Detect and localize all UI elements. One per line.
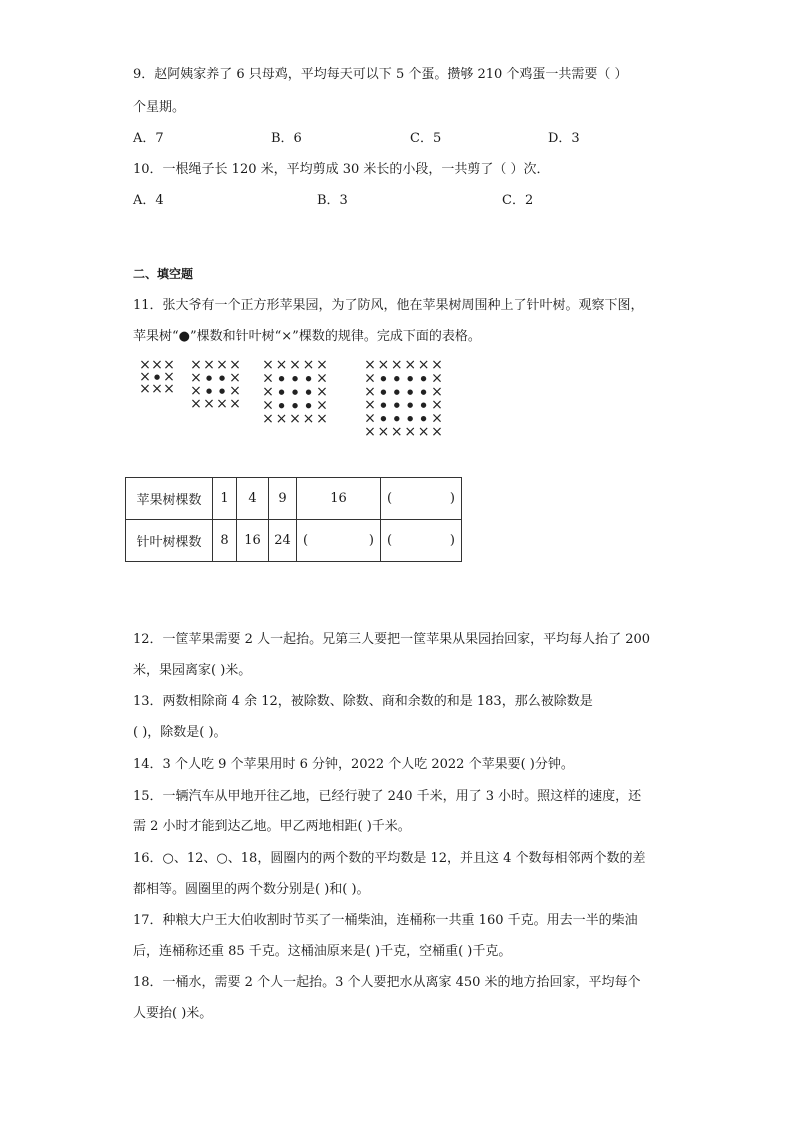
conifer-tree-mark: × <box>229 370 241 386</box>
apple-tree-mark: ● <box>380 401 387 410</box>
q16-line-2: 都相等。圆圈里的两个数分别是( )和( )。 <box>133 882 370 897</box>
conifer-tree-mark: × <box>417 424 430 440</box>
q9-option-c: C．5 <box>410 131 442 146</box>
apple-tree-mark: ● <box>420 374 427 383</box>
conifer-tree-mark: × <box>364 370 376 387</box>
paren-close: ) <box>449 533 455 548</box>
q9-line-1: 9．赵阿姨家养了 6 只母鸡，平均每天可以下 5 个蛋。攒够 210 个鸡蛋一共需要（ ） <box>133 67 628 82</box>
apple-count-4: 16 <box>297 478 381 520</box>
conifer-count-3: 24 <box>269 520 297 562</box>
paren-open: ( <box>387 533 393 548</box>
conifer-tree-mark: × <box>364 424 376 440</box>
apple-tree-mark: ● <box>407 374 414 383</box>
apple-tree-mark: ● <box>305 388 312 396</box>
conifer-tree-mark: × <box>404 424 417 440</box>
conifer-tree-mark: × <box>377 357 390 373</box>
table-row-conifer <box>126 520 462 562</box>
apple-tree-mark: ● <box>218 387 226 395</box>
conifer-tree-mark: × <box>431 397 443 414</box>
apple-tree-mark: ● <box>393 374 400 383</box>
conifer-tree-mark: × <box>139 357 151 373</box>
conifer-tree-mark: × <box>275 357 288 373</box>
conifer-tree-mark: × <box>289 411 301 427</box>
conifer-tree-mark: × <box>139 369 151 385</box>
conifer-tree-mark: × <box>190 370 202 386</box>
conifer-tree-mark: × <box>316 397 328 414</box>
conifer-tree-mark: × <box>229 383 241 399</box>
apple-tree-mark: ● <box>407 387 414 396</box>
q18-line-1: 18．一桶水，需要 2 个人一起抬。3 个人要把水从离家 450 米的地方抬回家，平均每个 <box>133 975 641 990</box>
q12-line-2: 米，果园离家( )米。 <box>133 663 252 678</box>
conifer-tree-mark: × <box>229 357 241 373</box>
conifer-tree-mark: × <box>163 357 175 373</box>
apple-tree-mark: ● <box>218 374 226 382</box>
apple-count-2: 4 <box>237 478 269 520</box>
conifer-count-4-blank[interactable] <box>297 520 381 562</box>
conifer-tree-mark: × <box>262 384 274 400</box>
conifer-tree-mark: × <box>262 370 274 387</box>
q10-option-b: B．3 <box>317 193 348 208</box>
conifer-count-1: 8 <box>213 520 237 562</box>
conifer-tree-mark: × <box>289 357 301 373</box>
paren-open: ( <box>387 491 393 506</box>
apple-tree-mark: ● <box>153 373 161 381</box>
q13-line-1: 13．两数相除商 4 余 12，被除数、除数、商和余数的和是 183，那么被除数是 <box>133 694 593 709</box>
conifer-tree-mark: × <box>364 410 376 427</box>
apple-tree-mark: ● <box>291 401 299 410</box>
apple-tree-mark: ● <box>291 374 299 383</box>
q9-option-d: D．3 <box>548 131 580 146</box>
apple-tree-mark: ● <box>393 414 400 423</box>
apple-tree-mark: ● <box>205 387 213 395</box>
apple-tree-mark: ● <box>393 401 400 410</box>
apple-tree-mark: ● <box>291 388 299 396</box>
conifer-tree-mark: × <box>262 357 274 373</box>
conifer-tree-mark: × <box>151 381 163 397</box>
q17-line-1: 17．种粮大户王大伯收割时节买了一桶柴油，连桶称一共重 160 千克。用去一半的柴油 <box>133 913 638 928</box>
apple-tree-mark: ● <box>420 414 427 423</box>
conifer-tree-mark: × <box>302 357 315 373</box>
conifer-tree-mark: × <box>431 383 443 400</box>
apple-tree-mark: ● <box>305 401 312 410</box>
conifer-count-label: 针叶树棵数 <box>126 520 213 562</box>
q15-line-1: 15．一辆汽车从甲地开往乙地，已经行驶了 240 千米，用了 3 小时。照这样的速度，还 <box>133 789 642 804</box>
conifer-tree-mark: × <box>431 424 443 440</box>
paren-close: ) <box>449 491 455 506</box>
tree-pattern-figure <box>0 0 794 470</box>
conifer-tree-mark: × <box>262 397 274 414</box>
q9-option-b: B．6 <box>271 131 302 146</box>
section-title: 二、填空题 <box>133 267 194 281</box>
conifer-count-5-blank[interactable] <box>381 520 462 562</box>
apple-count-1: 1 <box>213 478 237 520</box>
tree-count-table <box>125 477 462 562</box>
conifer-tree-mark: × <box>163 381 175 397</box>
q18-line-2: 人要抬( )米。 <box>133 1006 213 1021</box>
conifer-tree-mark: × <box>203 357 215 373</box>
apple-tree-mark: ● <box>420 387 427 396</box>
q11-line-2: 苹果树“●”棵数和针叶树“×”棵数的规律。完成下面的表格。 <box>133 329 481 344</box>
conifer-tree-mark: × <box>431 410 443 427</box>
conifer-tree-mark: × <box>316 370 328 387</box>
apple-tree-mark: ● <box>420 401 427 410</box>
conifer-tree-mark: × <box>364 397 376 414</box>
q16-line-1: 16．○、12、○、18，圆圈内的两个数的平均数是 12，并且这 4 个数每相邻两个数的差 <box>133 851 646 866</box>
conifer-tree-mark: × <box>417 357 430 373</box>
conifer-tree-mark: × <box>139 381 151 397</box>
conifer-count-2: 16 <box>237 520 269 562</box>
conifer-tree-mark: × <box>275 411 288 427</box>
q10-line-1: 10．一根绳子长 120 米，平均剪成 30 米长的小段，一共剪了（ ）次． <box>133 162 550 177</box>
conifer-tree-mark: × <box>190 396 202 412</box>
apple-tree-mark: ● <box>393 387 400 396</box>
q11-line-1: 11．张大爷有一个正方形苹果园，为了防风，他在苹果树周围种上了针叶树。观察下图， <box>133 298 644 313</box>
apple-tree-mark: ● <box>278 401 285 410</box>
q17-line-2: 后，连桶称还重 85 千克。这桶油原来是( )千克，空桶重( )千克。 <box>133 944 512 959</box>
q10-option-c: C．2 <box>502 193 534 208</box>
q12-line-1: 12．一筐苹果需要 2 人一起抬。兄第三人要把一筐苹果从果园抬回家，平均每人抬了 200 <box>133 632 651 647</box>
conifer-tree-mark: × <box>190 357 202 373</box>
apple-tree-mark: ● <box>205 374 213 382</box>
apple-tree-mark: ● <box>278 374 285 383</box>
apple-tree-mark: ● <box>407 401 414 410</box>
apple-tree-mark: ● <box>380 414 387 423</box>
conifer-tree-mark: × <box>229 396 241 412</box>
apple-tree-mark: ● <box>278 388 285 396</box>
conifer-tree-mark: × <box>431 370 443 387</box>
apple-tree-mark: ● <box>407 414 414 423</box>
apple-count-3: 9 <box>269 478 297 520</box>
q9-line-2: 个星期。 <box>133 100 186 115</box>
apple-count-5-blank[interactable] <box>381 478 462 520</box>
q9-option-a: A．7 <box>133 131 164 146</box>
conifer-tree-mark: × <box>216 396 228 412</box>
q15-line-2: 需 2 小时才能到达乙地。甲乙两地相距( )千米。 <box>133 819 411 834</box>
conifer-tree-mark: × <box>316 411 328 427</box>
conifer-tree-mark: × <box>364 357 376 373</box>
table-row-apple <box>126 478 462 520</box>
conifer-tree-mark: × <box>216 357 228 373</box>
conifer-tree-mark: × <box>390 424 403 440</box>
apple-tree-mark: ● <box>305 374 312 383</box>
conifer-tree-mark: × <box>431 357 443 373</box>
conifer-tree-mark: × <box>203 396 215 412</box>
conifer-tree-mark: × <box>163 369 175 385</box>
apple-count-label: 苹果树棵数 <box>126 478 213 520</box>
conifer-tree-mark: × <box>316 357 328 373</box>
conifer-tree-mark: × <box>377 424 390 440</box>
conifer-tree-mark: × <box>390 357 403 373</box>
conifer-tree-mark: × <box>364 383 376 400</box>
paren-open: ( <box>303 533 309 548</box>
q14-line-1: 14．3 个人吃 9 个苹果用时 6 分钟，2022 个人吃 2022 个苹果要( )分钟。 <box>133 757 574 772</box>
conifer-tree-mark: × <box>404 357 417 373</box>
conifer-tree-mark: × <box>316 384 328 400</box>
q13-line-2: ( )，除数是( )。 <box>133 725 227 740</box>
conifer-tree-mark: × <box>302 411 315 427</box>
paren-close: ) <box>368 533 374 548</box>
q10-option-a: A．4 <box>133 193 164 208</box>
conifer-tree-mark: × <box>262 411 274 427</box>
conifer-tree-mark: × <box>151 357 163 373</box>
apple-tree-mark: ● <box>380 374 387 383</box>
apple-tree-mark: ● <box>380 387 387 396</box>
conifer-tree-mark: × <box>190 383 202 399</box>
